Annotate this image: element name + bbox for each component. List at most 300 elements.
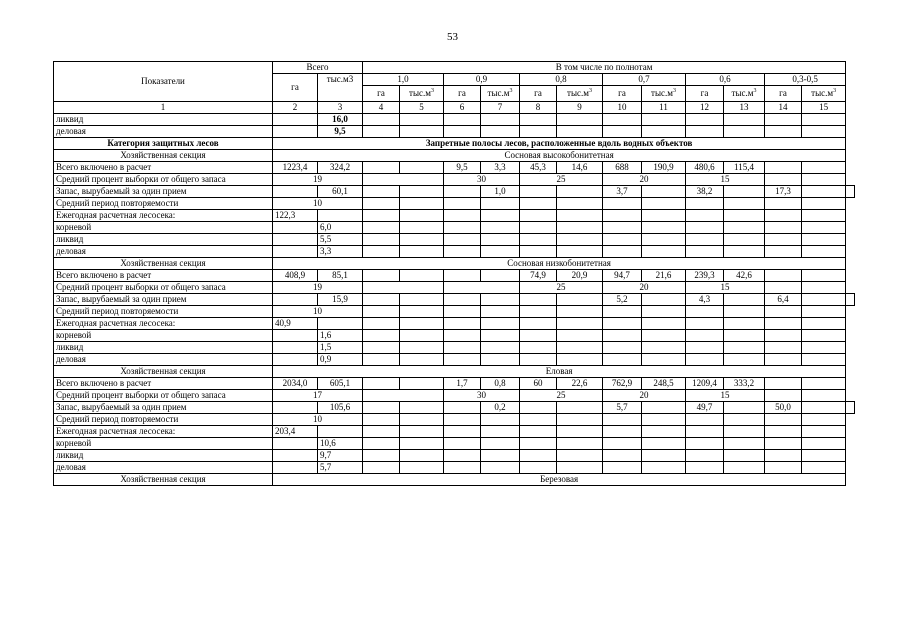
- empty-cell: [724, 294, 765, 306]
- row-label: Средний процент выборки от общего запаса: [54, 174, 273, 186]
- empty-cell: [273, 126, 318, 138]
- column-number: 3: [318, 102, 363, 114]
- empty-cell: [724, 198, 765, 210]
- empty-cell: [363, 222, 400, 234]
- column-number: 7: [481, 102, 520, 114]
- header-total-ha: га: [273, 74, 318, 102]
- value-cell: 1,6: [318, 330, 363, 342]
- empty-cell: [273, 342, 318, 354]
- empty-cell: [686, 126, 724, 138]
- value-cell: 14,6: [557, 162, 603, 174]
- unit-ha: га: [363, 86, 400, 102]
- empty-cell: [603, 198, 642, 210]
- unit-sup-3: 3: [430, 88, 434, 94]
- empty-cell: [765, 282, 802, 294]
- row-label: Всего включено в расчет: [54, 270, 273, 282]
- value-cell: 10,6: [318, 438, 363, 450]
- empty-cell: [444, 186, 481, 198]
- empty-cell: [363, 354, 400, 366]
- empty-cell: [802, 306, 846, 318]
- column-number: 14: [765, 102, 802, 114]
- empty-cell: [444, 330, 481, 342]
- empty-cell: [481, 198, 520, 210]
- category-value: Запретные полосы лесов, расположенные вдоль водных объектов: [273, 138, 846, 150]
- empty-cell: [363, 246, 400, 258]
- empty-cell: [444, 246, 481, 258]
- unit-sup-3: 3: [672, 88, 676, 94]
- page-number: 53: [447, 31, 458, 43]
- empty-cell: [765, 198, 802, 210]
- value-cell: [765, 162, 802, 174]
- empty-cell: [481, 342, 520, 354]
- empty-cell: [642, 414, 686, 426]
- empty-cell: [765, 210, 802, 222]
- value-cell: 5,7: [318, 462, 363, 474]
- empty-cell: [724, 354, 765, 366]
- empty-cell: [686, 342, 724, 354]
- section-label: Хозяйственная секция: [54, 258, 273, 270]
- value-cell: 122,3: [273, 210, 318, 222]
- empty-cell: [481, 426, 520, 438]
- unit-thous-m3-text: тыс.м: [567, 88, 589, 98]
- row-label: Средний период повторяемости: [54, 414, 273, 426]
- empty-cell: [273, 246, 318, 258]
- empty-cell: [481, 114, 520, 126]
- empty-cell: [400, 414, 444, 426]
- value-cell: 10: [273, 306, 363, 318]
- empty-cell: [400, 114, 444, 126]
- value-cell: [481, 294, 520, 306]
- value-cell: 19: [273, 282, 363, 294]
- value-cell: [363, 174, 444, 186]
- table-row: [54, 114, 855, 126]
- table-row: [54, 462, 855, 474]
- empty-cell: [520, 438, 557, 450]
- empty-cell: [686, 426, 724, 438]
- empty-cell: [400, 234, 444, 246]
- empty-cell: [642, 402, 686, 414]
- empty-cell: [400, 318, 444, 330]
- table-row: [54, 450, 855, 462]
- empty-cell: [686, 330, 724, 342]
- empty-cell: [846, 186, 855, 198]
- empty-cell: [444, 342, 481, 354]
- empty-cell: [273, 114, 318, 126]
- value-cell: 9,7: [318, 450, 363, 462]
- density-header: 0,9: [444, 74, 520, 86]
- empty-cell: [363, 426, 400, 438]
- empty-cell: [802, 222, 846, 234]
- section-label: Хозяйственная секция: [54, 366, 273, 378]
- category-label: Категория защитных лесов: [54, 138, 273, 150]
- unit-thous-m3-text: тыс.м: [651, 88, 673, 98]
- empty-cell: [603, 462, 642, 474]
- value-cell: 30: [444, 174, 520, 186]
- empty-cell: [802, 318, 846, 330]
- value-cell: 5,7: [603, 402, 642, 414]
- empty-cell: [557, 186, 603, 198]
- empty-cell: [642, 318, 686, 330]
- density-header: 1,0: [363, 74, 444, 86]
- empty-cell: [520, 462, 557, 474]
- empty-cell: [520, 210, 557, 222]
- unit-ha: га: [520, 86, 557, 102]
- empty-cell: [444, 234, 481, 246]
- empty-cell: [557, 438, 603, 450]
- value-cell: [481, 270, 520, 282]
- empty-cell: [802, 246, 846, 258]
- density-header: 0,8: [520, 74, 603, 86]
- column-number: 9: [557, 102, 603, 114]
- empty-cell: [642, 246, 686, 258]
- empty-cell: [557, 114, 603, 126]
- empty-cell: [724, 186, 765, 198]
- table-row: [54, 426, 855, 438]
- empty-cell: [520, 426, 557, 438]
- empty-cell: [765, 414, 802, 426]
- empty-cell: [481, 210, 520, 222]
- empty-cell: [802, 438, 846, 450]
- unit-ha: га: [603, 86, 642, 102]
- row-label: Средний период повторяемости: [54, 306, 273, 318]
- value-cell: 30: [444, 390, 520, 402]
- empty-cell: [724, 330, 765, 342]
- empty-cell: [724, 306, 765, 318]
- empty-cell: [642, 330, 686, 342]
- empty-cell: [363, 186, 400, 198]
- empty-cell: [765, 462, 802, 474]
- empty-cell: [481, 318, 520, 330]
- table-row: [54, 186, 855, 198]
- empty-cell: [520, 318, 557, 330]
- unit-ha: га: [444, 86, 481, 102]
- empty-cell: [363, 342, 400, 354]
- empty-cell: [642, 186, 686, 198]
- empty-cell: [686, 318, 724, 330]
- empty-cell: [724, 462, 765, 474]
- empty-cell: [363, 198, 400, 210]
- density-header: 0,6: [686, 74, 765, 86]
- value-cell: 49,7: [686, 402, 724, 414]
- value-cell: 10: [273, 414, 363, 426]
- unit-sup-3: 3: [509, 88, 513, 94]
- value-cell: 15: [686, 390, 765, 402]
- value-cell: 25: [520, 390, 603, 402]
- empty-cell: [642, 222, 686, 234]
- empty-cell: [444, 198, 481, 210]
- value-cell: 3,3: [481, 162, 520, 174]
- column-number: 1: [54, 102, 273, 114]
- empty-cell: [642, 114, 686, 126]
- value-cell: 19: [273, 174, 363, 186]
- column-number: 11: [642, 102, 686, 114]
- empty-cell: [557, 426, 603, 438]
- empty-cell: [686, 234, 724, 246]
- empty-cell: [802, 234, 846, 246]
- unit-sup-3: 3: [588, 88, 592, 94]
- empty-cell: [273, 462, 318, 474]
- empty-cell: [363, 306, 400, 318]
- unit-ha: га: [765, 86, 802, 102]
- empty-cell: [363, 114, 400, 126]
- table-row: [54, 330, 855, 342]
- empty-cell: [444, 402, 481, 414]
- value-cell: 22,6: [557, 378, 603, 390]
- value-cell: 190,9: [642, 162, 686, 174]
- empty-cell: [603, 114, 642, 126]
- row-label: корневой: [54, 330, 273, 342]
- empty-cell: [802, 330, 846, 342]
- value-cell: 333,2: [724, 378, 765, 390]
- unit-thous-m3-text: тыс.м: [811, 88, 834, 98]
- empty-cell: [603, 426, 642, 438]
- empty-cell: [400, 450, 444, 462]
- column-number: 13: [724, 102, 765, 114]
- empty-cell: [802, 450, 846, 462]
- empty-cell: [444, 114, 481, 126]
- empty-cell: [642, 342, 686, 354]
- value-cell: [363, 270, 400, 282]
- value-cell: 9,5: [318, 126, 363, 138]
- row-label: Всего включено в расчет: [54, 162, 273, 174]
- empty-cell: [765, 450, 802, 462]
- table-row: [54, 342, 855, 354]
- empty-cell: [802, 462, 846, 474]
- column-number: 4: [363, 102, 400, 114]
- empty-cell: [520, 330, 557, 342]
- value-cell: [400, 378, 444, 390]
- unit-thous-m3: [724, 86, 765, 102]
- value-cell: 15,9: [318, 294, 363, 306]
- empty-cell: [444, 414, 481, 426]
- empty-cell: [520, 234, 557, 246]
- column-number: 15: [802, 102, 846, 114]
- empty-cell: [642, 198, 686, 210]
- empty-cell: [686, 222, 724, 234]
- empty-cell: [557, 330, 603, 342]
- empty-cell: [765, 306, 802, 318]
- value-cell: 115,4: [724, 162, 765, 174]
- value-cell: 5,2: [603, 294, 642, 306]
- empty-cell: [802, 210, 846, 222]
- category-row: [54, 138, 855, 150]
- empty-cell: [765, 222, 802, 234]
- empty-cell: [400, 222, 444, 234]
- empty-cell: [765, 330, 802, 342]
- empty-cell: [273, 294, 318, 306]
- value-cell: 239,3: [686, 270, 724, 282]
- empty-cell: [724, 426, 765, 438]
- empty-cell: [520, 186, 557, 198]
- unit-sup-3: 3: [833, 88, 837, 94]
- density-header: 0,7: [603, 74, 686, 86]
- empty-cell: [686, 438, 724, 450]
- empty-cell: [802, 198, 846, 210]
- value-cell: [363, 390, 444, 402]
- empty-cell: [642, 462, 686, 474]
- empty-cell: [557, 210, 603, 222]
- empty-cell: [363, 402, 400, 414]
- empty-cell: [802, 294, 846, 306]
- empty-cell: [273, 330, 318, 342]
- empty-cell: [557, 402, 603, 414]
- table-row: [54, 378, 855, 390]
- row-label: Средний процент выборки от общего запаса: [54, 282, 273, 294]
- unit-ha: га: [686, 86, 724, 102]
- value-cell: 20: [603, 390, 686, 402]
- empty-cell: [765, 438, 802, 450]
- empty-cell: [400, 246, 444, 258]
- density-header: 0,3-0,5: [765, 74, 846, 86]
- empty-cell: [520, 342, 557, 354]
- table-row: [54, 414, 855, 426]
- empty-cell: [481, 414, 520, 426]
- value-cell: 4,3: [686, 294, 724, 306]
- empty-cell: [724, 438, 765, 450]
- empty-cell: [642, 354, 686, 366]
- empty-cell: [481, 234, 520, 246]
- empty-cell: [520, 294, 557, 306]
- empty-cell: [363, 210, 400, 222]
- table-row: [54, 198, 855, 210]
- empty-cell: [363, 330, 400, 342]
- section-header-row: [54, 150, 855, 162]
- empty-cell: [363, 462, 400, 474]
- column-number: 10: [603, 102, 642, 114]
- empty-cell: [481, 222, 520, 234]
- empty-cell: [400, 306, 444, 318]
- empty-cell: [557, 306, 603, 318]
- value-cell: 15: [686, 174, 765, 186]
- value-cell: 40,9: [273, 318, 318, 330]
- value-cell: [444, 282, 520, 294]
- empty-cell: [444, 438, 481, 450]
- empty-cell: [686, 354, 724, 366]
- value-cell: 0,8: [481, 378, 520, 390]
- value-cell: 0,2: [481, 402, 520, 414]
- empty-cell: [557, 246, 603, 258]
- empty-cell: [724, 234, 765, 246]
- empty-cell: [802, 426, 846, 438]
- row-label: Средний период повторяемости: [54, 198, 273, 210]
- value-cell: [802, 378, 846, 390]
- empty-cell: [802, 342, 846, 354]
- value-cell: [765, 378, 802, 390]
- value-cell: 16,0: [318, 114, 363, 126]
- empty-cell: [481, 126, 520, 138]
- empty-cell: [724, 246, 765, 258]
- empty-cell: [400, 294, 444, 306]
- empty-cell: [765, 114, 802, 126]
- empty-cell: [686, 306, 724, 318]
- unit-thous-m3: [802, 86, 846, 102]
- empty-cell: [363, 318, 400, 330]
- empty-cell: [686, 198, 724, 210]
- header-indicators: Показатели: [54, 62, 273, 102]
- row-label: деловая: [54, 246, 273, 258]
- value-cell: [363, 162, 400, 174]
- value-cell: 17: [273, 390, 363, 402]
- empty-cell: [642, 450, 686, 462]
- empty-cell: [481, 438, 520, 450]
- value-cell: 20: [603, 174, 686, 186]
- empty-cell: [400, 210, 444, 222]
- empty-cell: [642, 210, 686, 222]
- empty-cell: [724, 342, 765, 354]
- unit-thous-m3-text: тыс.м: [409, 88, 431, 98]
- table-row: [54, 294, 855, 306]
- empty-cell: [520, 354, 557, 366]
- section-header-row: [54, 366, 855, 378]
- empty-cell: [400, 402, 444, 414]
- table-row: [54, 246, 855, 258]
- empty-cell: [273, 354, 318, 366]
- row-label: Ежегодная расчетная лесосека:: [54, 318, 273, 330]
- value-cell: 9,5: [444, 162, 481, 174]
- row-label: Запас, вырубаемый за один прием: [54, 186, 273, 198]
- empty-cell: [686, 246, 724, 258]
- row-label: деловая: [54, 354, 273, 366]
- value-cell: 20,9: [557, 270, 603, 282]
- empty-cell: [444, 126, 481, 138]
- empty-cell: [802, 174, 846, 186]
- unit-thous-m3-text: тыс.м: [487, 88, 510, 98]
- empty-cell: [444, 426, 481, 438]
- empty-cell: [603, 306, 642, 318]
- empty-cell: [520, 126, 557, 138]
- table-row: [54, 234, 855, 246]
- empty-cell: [273, 186, 318, 198]
- empty-cell: [520, 306, 557, 318]
- empty-cell: [802, 114, 846, 126]
- value-cell: 1223,4: [273, 162, 318, 174]
- row-label: ликвид: [54, 234, 273, 246]
- empty-cell: [802, 414, 846, 426]
- empty-cell: [765, 426, 802, 438]
- empty-cell: [557, 294, 603, 306]
- value-cell: 762,9: [603, 378, 642, 390]
- empty-cell: [603, 126, 642, 138]
- empty-cell: [557, 234, 603, 246]
- row-label: ликвид: [54, 114, 273, 126]
- empty-cell: [318, 426, 363, 438]
- table-row: [54, 162, 855, 174]
- empty-cell: [724, 318, 765, 330]
- empty-cell: [318, 210, 363, 222]
- value-cell: 45,3: [520, 162, 557, 174]
- unit-thous-m3: [642, 86, 686, 102]
- empty-cell: [400, 186, 444, 198]
- empty-cell: [481, 450, 520, 462]
- empty-cell: [444, 462, 481, 474]
- empty-cell: [603, 234, 642, 246]
- empty-cell: [642, 306, 686, 318]
- empty-cell: [557, 198, 603, 210]
- value-cell: 3,7: [603, 186, 642, 198]
- empty-cell: [686, 210, 724, 222]
- empty-cell: [363, 414, 400, 426]
- section-name: Березовая: [273, 474, 846, 486]
- header-incl-density: В том числе по полнотам: [363, 62, 846, 74]
- section-name: Сосновая низкобонитетная: [273, 258, 846, 270]
- row-label: Всего включено в расчет: [54, 378, 273, 390]
- table-row: [54, 174, 855, 186]
- empty-cell: [765, 354, 802, 366]
- row-label: Ежегодная расчетная лесосека:: [54, 210, 273, 222]
- table-row: [54, 318, 855, 330]
- empty-cell: [724, 114, 765, 126]
- empty-cell: [724, 414, 765, 426]
